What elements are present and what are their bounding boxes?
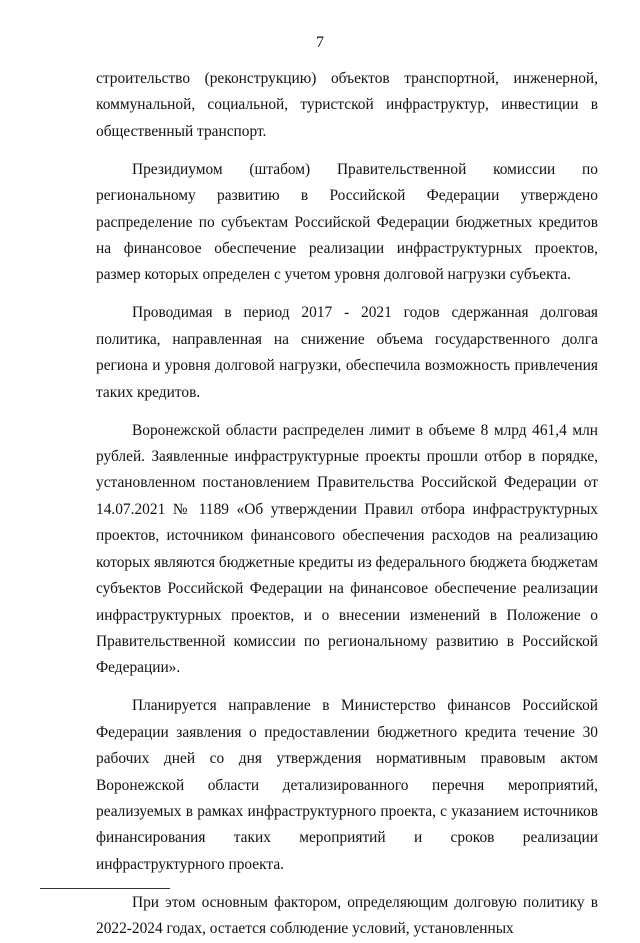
paragraph-1: строительство (реконструкцию) объектов транспортной, инженерной, коммунальной, социальной, туристской инфраструктур, инвестиции в общественный транспорт. (96, 70, 598, 140)
body-text (96, 66, 598, 943)
footer-divider-line (40, 888, 170, 889)
paragraph-5: Планируется направление в Министерство финансов Российской Федерации заявления о предоставлении бюджетного кредита течение 30 рабочих дней со дня утверждения нормативным правовым актом Воронежской области детализированного перечня мероприятий, реализуемых в рамках инфраструктурного проекта, с указанием источников финансирования таких мероприятий и сроков реализации инфраструктурного проекта. (96, 697, 598, 873)
paragraph-4: Воронежской области распределен лимит в объеме 8 млрд 461,4 млн рублей. Заявленные инфраструктурные проекты прошли отбор в порядке, установленном постановлением Правительства Российской Федерации от 14.07.2021 № 1189 «Об утверждении Правил отбора инфраструктурных проектов, источником финансового обеспечения расходов на реализацию которых являются бюджетные кредиты из федерального бюджета бюджетам субъектов Российской Федерации на финансовое обеспечение реализации инфраструктурных проектов, и о внесении изменений в Положение о Правительственной комиссии по региональному развитию в Российской Федерации». (96, 421, 598, 677)
paragraph-6: При этом основным фактором, определяющим долговую политику в 2022-2024 годах, остается соблюдение условий, установленных (96, 893, 598, 938)
page-number: 7 (316, 34, 324, 51)
paragraph-3: Проводимая в период 2017 - 2021 годов сдержанная долговая политика, направленная на снижение объема государственного долга региона и уровня долговой нагрузки, обеспечила возможность привлечения таких кредитов. (96, 304, 598, 401)
paragraph-2: Президиумом (штабом) Правительственной комиссии по региональному развитию в Российской Федерации утверждено распределение по субъектам Российской Федерации бюджетных кредитов на финансовое обеспечение реализации инфраструктурных проектов, размер которых определен с учетом уровня долговой нагрузки субъекта. (96, 160, 598, 284)
